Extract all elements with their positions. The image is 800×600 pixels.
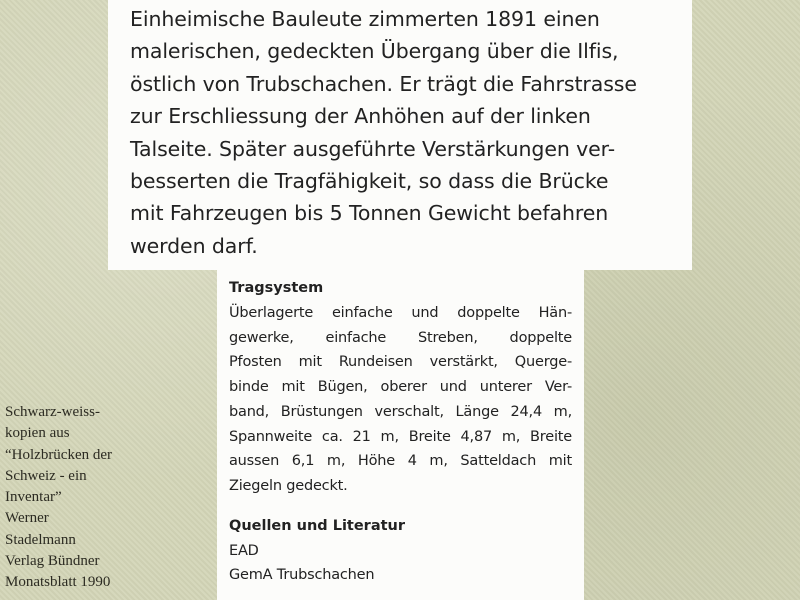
intro-text-line: zur Erschliessung der Anhöhen auf der linken [130,104,591,129]
quellen-item: EAD [229,542,259,559]
caption-line: Schwarz-weiss- [5,404,100,420]
tragsystem-text-line: Ziegeln gedeckt. [229,477,348,494]
tragsystem-heading: Tragsystem [229,280,324,296]
intro-text-line: malerischen, gedeckten Übergang über die Ilfis, [130,39,619,64]
intro-text-line: besserten die Tragfähigkeit, so dass die Brücke [130,169,609,194]
tragsystem-text-line: Überlagerte einfache und doppelte Hän- [229,305,572,321]
intro-text-clipping [108,0,692,270]
tragsystem-text-line: Spannweite ca. 21 m, Breite 4,87 m, Breite [229,428,572,445]
tragsystem-text-line: binde mit Bügen, oberer und unterer Ver- [229,379,572,396]
caption-line: kopien aus [5,425,70,442]
caption-line: Stadelmann [5,531,76,548]
tragsystem-text-line: gewerke, einfache Streben, doppelte [229,329,572,346]
quellen-heading: Quellen und Literatur [229,517,406,534]
caption-line: “Holzbrücken der [5,446,113,463]
caption-line: Monatsblatt 1990 [5,574,111,591]
details-clipping [217,270,584,600]
intro-text-line: Talseite. Später ausgeführte Verstärkungen ver- [130,136,615,161]
tragsystem-text-line: band, Brüstungen verschalt, Länge 24,4 m, [229,403,572,420]
tragsystem-text-line: aussen 6,1 m, Höhe 4 m, Satteldach mit [229,453,572,470]
caption-line: Werner [5,510,49,527]
intro-text-line: mit Fahrzeugen bis 5 Tonnen Gewicht befahren [130,201,609,226]
quellen-item: GemA Trubschachen [229,567,375,584]
intro-text-line: Einheimische Bauleute zimmerten 1891 einen [130,7,600,31]
tragsystem-text-line: Pfosten mit Rundeisen verstärkt, Querge- [229,354,572,371]
source-caption [5,402,155,594]
intro-text-line: östlich von Trubschachen. Er trägt die Fahrstrasse [130,71,637,96]
intro-text-line: werden darf. [130,233,258,258]
caption-line: Schweiz - ein [5,467,87,484]
caption-line: Verlag Bündner [5,553,100,570]
caption-line: Inventar” [5,489,62,506]
